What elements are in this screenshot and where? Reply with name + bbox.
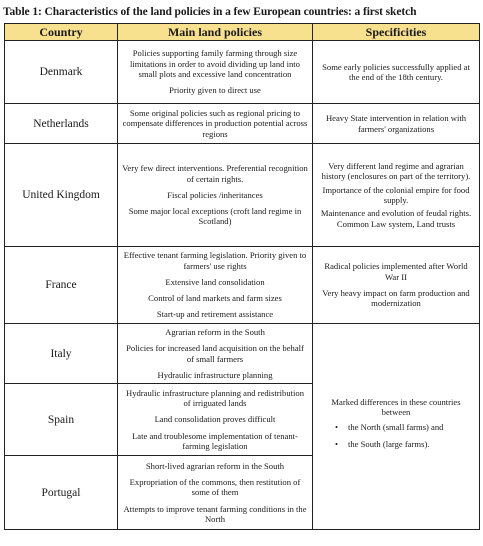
table-row-france — [5, 247, 480, 324]
bullet-icon: • — [335, 421, 339, 432]
policy-text: Start-up and retirement assistance — [156, 309, 274, 320]
bullet-icon: • — [335, 438, 339, 449]
header-policies: Main land policies — [118, 24, 313, 41]
list-item — [317, 439, 475, 449]
policy-text: Effective tenant farming legislation. Priority given to farmers' use rights — [123, 250, 307, 271]
table-row-united-kingdom — [5, 144, 480, 247]
specificity-text: Maintenance and evolution of feudal rights. Common Law system, Land trusts — [320, 208, 472, 229]
policies-cell — [118, 41, 313, 104]
land-policies-table — [4, 23, 480, 530]
specificity-text: Very heavy impact on farm production and modernization — [322, 288, 470, 309]
policy-text: Land consolidation proves difficult — [154, 414, 276, 425]
list-item — [317, 422, 475, 432]
policy-text: Late and troublesome implementation of tenant-farming legislation — [132, 430, 298, 451]
specificity-text: Some early policies successfully applied at the end of the 18th century. — [322, 61, 470, 82]
country-cell: Italy — [5, 324, 118, 384]
policies-cell — [118, 247, 313, 324]
policy-text: Agrarian reform in the South — [165, 326, 265, 337]
policy-text: Priority given to direct use — [169, 85, 261, 96]
policy-text: Fiscal policies /inheritances — [167, 189, 263, 200]
specificities-cell — [313, 144, 480, 247]
specificity-text: Very different land regime and agrarian history (enclosures on part of the territory). — [321, 161, 471, 182]
bullet-text: the South (large farms). — [348, 438, 430, 449]
policy-text: Short-lived agrarian reform in the South — [145, 460, 285, 471]
policy-text: Control of land markets and farm sizes — [148, 293, 282, 304]
header-row — [5, 24, 480, 41]
policies-cell — [118, 456, 313, 530]
specificities-cell — [313, 41, 480, 104]
policies-cell — [118, 144, 313, 247]
country-cell: Spain — [5, 384, 118, 456]
country-cell: France — [5, 247, 118, 324]
table-title: Table 1: Characteristics of the land policies in a few European countries: a first sketch — [3, 6, 417, 18]
policy-text: Policies for increased land acquisition on the behalf of small farmers — [126, 343, 304, 364]
specificities-cell — [313, 247, 480, 324]
policy-text: Some major local exceptions (croft land regime in Scotland) — [128, 206, 302, 227]
policies-cell — [118, 324, 313, 384]
specificity-text: Radical policies implemented after World War II — [324, 261, 468, 282]
country-cell: Denmark — [5, 41, 118, 104]
table-row-denmark — [5, 41, 480, 104]
policy-text: Hydraulic infrastructure planning — [157, 369, 273, 380]
specificities-cell — [313, 104, 480, 144]
country-cell: Netherlands — [5, 104, 118, 144]
policy-text: Policies supporting family farming through size limitations in order to avoid dividing up land into small plots and excessive land concentration — [130, 48, 300, 79]
country-cell: United Kingdom — [5, 144, 118, 247]
policy-text: Extensive land consolidation — [165, 276, 265, 287]
bullet-text: the North (small farms) and — [348, 421, 444, 432]
policy-text: Hydraulic infrastructure planning and redistribution of irriguated lands — [125, 387, 305, 409]
policy-text: Some original policies such as regional pricing to compensate differences in production potential across regions — [122, 108, 308, 139]
policy-text: Expropriation of the commons, then restitution of some of them — [129, 477, 301, 498]
table-row-netherlands — [5, 104, 480, 144]
policy-text: Attempts to improve tenant farming conditions in the North — [123, 503, 307, 524]
country-cell: Portugal — [5, 456, 118, 530]
header-specificities: Specificities — [313, 24, 480, 41]
specificity-text: Marked differences in these countries between — [331, 396, 461, 418]
specificity-text: Heavy State intervention in relation with farmers' organizations — [325, 113, 467, 134]
policies-cell — [118, 384, 313, 456]
policies-cell — [118, 104, 313, 144]
specificity-text: Importance of the colonial empire for food supply. — [322, 184, 470, 205]
specificity-bullet-list — [317, 422, 475, 450]
header-country: Country — [5, 24, 118, 41]
policy-text: Very few direct interventions. Preferential recognition of certain rights. — [122, 163, 308, 184]
table-row-italy — [5, 324, 480, 384]
shared-specificities-cell — [313, 324, 480, 530]
